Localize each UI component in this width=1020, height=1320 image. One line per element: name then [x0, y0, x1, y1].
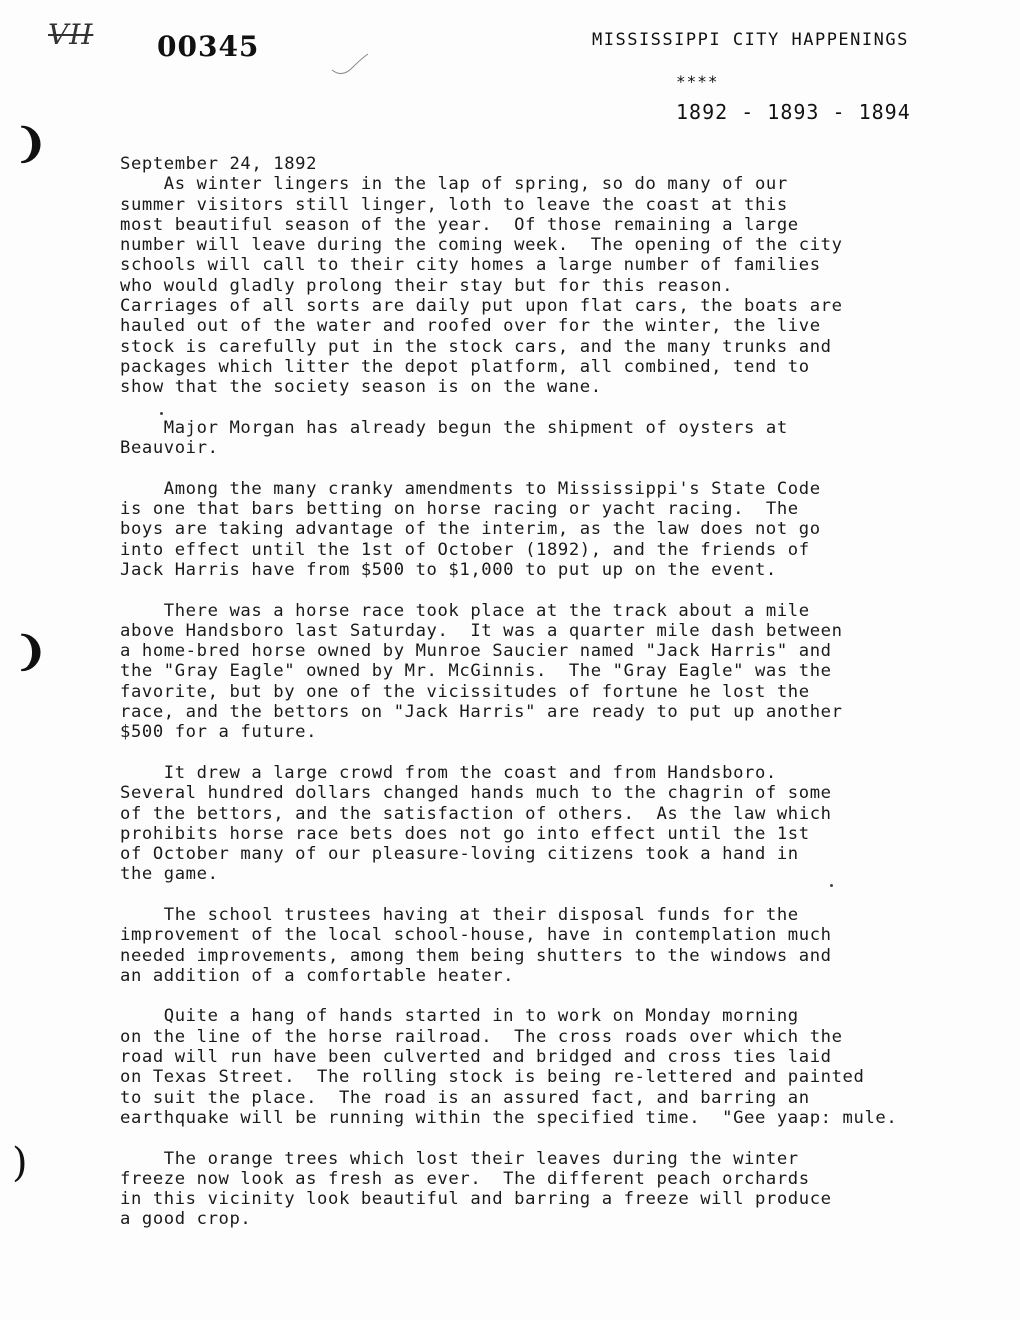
text-line: Carriages of all sorts are daily put upon flat cars, the boats are — [120, 296, 843, 317]
punch-hole-icon: ❩ — [14, 628, 48, 675]
text-line: into effect until the 1st of October (1892), and the friends of — [120, 539, 810, 560]
text-line: number will leave during the coming week. The opening of the city — [120, 235, 843, 256]
text-line: Major Morgan has already begun the shipment of oysters at — [120, 417, 788, 438]
text-line: the "Gray Eagle" owned by Mr. McGinnis. The "Gray Eagle" was the — [120, 661, 832, 682]
punch-hole-icon: ) — [12, 1140, 28, 1186]
paragraph-list — [120, 174, 940, 1229]
paragraph-gap — [120, 885, 940, 905]
paragraph — [120, 174, 940, 397]
text-line: The school trustees having at their disposal funds for the — [120, 904, 799, 925]
paragraph-gap — [120, 1128, 940, 1148]
document-number: 00345 — [157, 30, 260, 63]
text-line: is one that bars betting on horse racing or yacht racing. The — [120, 499, 799, 520]
text-line: hauled out of the water and roofed over for the winter, the live — [120, 316, 821, 337]
text-line: a home-bred horse owned by Munroe Saucier named "Jack Harris" and — [120, 641, 832, 662]
paragraph — [120, 905, 940, 986]
punch-hole-icon: ❩ — [14, 120, 48, 167]
text-line: There was a horse race took place at the track about a mile — [120, 600, 810, 621]
paragraph-gap — [120, 986, 940, 1006]
text-line: It drew a large crowd from the coast and from Handsboro. — [120, 762, 777, 783]
text-line: improvement of the local school-house, have in contemplation much — [120, 925, 832, 946]
article-date: September 24, 1892 — [120, 154, 318, 174]
text-line: on the line of the horse railroad. The cross roads over which the — [120, 1026, 843, 1047]
text-line: stock is carefully put in the stock cars, and the many trunks and — [120, 336, 832, 357]
paragraph — [120, 418, 940, 459]
text-line: favorite, but by one of the vicissitudes of fortune he lost the — [120, 681, 810, 702]
handwritten-mark: VII — [48, 18, 94, 51]
text-line: of the bettors, and the satisfaction of others. As the law which — [120, 803, 832, 824]
text-line: road will run have been culverted and bridged and cross ties laid — [120, 1047, 832, 1068]
text-line: summer visitors still linger, loth to leave the coast at this — [120, 194, 788, 215]
text-line: needed improvements, among them being shutters to the windows and — [120, 945, 832, 966]
paragraph — [120, 763, 940, 885]
text-line: As winter lingers in the lap of spring, so do many of our — [120, 174, 788, 195]
text-line: to suit the place. The road is an assured fact, and barring an — [120, 1087, 810, 1108]
text-line: packages which litter the depot platform, all combined, tend to — [120, 356, 810, 377]
pencil-scribble-icon — [330, 50, 370, 80]
paragraph — [120, 479, 940, 580]
text-line: most beautiful season of the year. Of those remaining a large — [120, 214, 799, 235]
text-line: The orange trees which lost their leaves during the winter — [120, 1148, 799, 1169]
text-line: race, and the bettors on "Jack Harris" are ready to put up another — [120, 702, 843, 723]
years-range: 1892 - 1893 - 1894 — [676, 100, 911, 124]
text-line: Quite a hang of hands started in to work on Monday morning — [120, 1006, 799, 1027]
paragraph-gap — [120, 743, 940, 763]
text-line: earthquake will be running within the specified time. "Gee yaap: mule. — [120, 1107, 898, 1128]
text-line: of October many of our pleasure-loving citizens took a hand in — [120, 844, 799, 865]
text-line: freeze now look as fresh as ever. The different peach orchards — [120, 1168, 810, 1189]
text-line: a good crop. — [120, 1209, 252, 1230]
text-line: schools will call to their city homes a large number of families — [120, 255, 821, 276]
paragraph-gap — [120, 398, 940, 418]
page-title: MISSISSIPPI CITY HAPPENINGS — [592, 30, 909, 50]
text-line: Several hundred dollars changed hands much to the chagrin of some — [120, 783, 832, 804]
paragraph-gap — [120, 458, 940, 478]
article-body — [120, 154, 940, 1230]
text-line: $500 for a future. — [120, 722, 318, 743]
text-line: Jack Harris have from $500 to $1,000 to put up on the event. — [120, 559, 777, 580]
paragraph — [120, 601, 940, 743]
text-line: the game. — [120, 864, 219, 885]
text-line: prohibits horse race bets does not go into effect until the 1st — [120, 823, 810, 844]
text-line: an addition of a comfortable heater. — [120, 965, 515, 986]
text-line: on Texas Street. The rolling stock is being re-lettered and painted — [120, 1067, 865, 1088]
text-line: show that the society season is on the wane. — [120, 377, 602, 398]
title-stars: **** — [676, 72, 719, 91]
text-line: Among the many cranky amendments to Mississippi's State Code — [120, 478, 821, 499]
text-line: who would gladly prolong their stay but for this reason. — [120, 275, 734, 296]
text-line: Beauvoir. — [120, 438, 219, 459]
paragraph-gap — [120, 580, 940, 600]
text-line: in this vicinity look beautiful and barring a freeze will produce — [120, 1189, 832, 1210]
text-line: boys are taking advantage of the interim, as the law does not go — [120, 519, 821, 540]
text-line: above Handsboro last Saturday. It was a quarter mile dash between — [120, 620, 843, 641]
paragraph — [120, 1149, 940, 1230]
paragraph — [120, 1006, 940, 1128]
